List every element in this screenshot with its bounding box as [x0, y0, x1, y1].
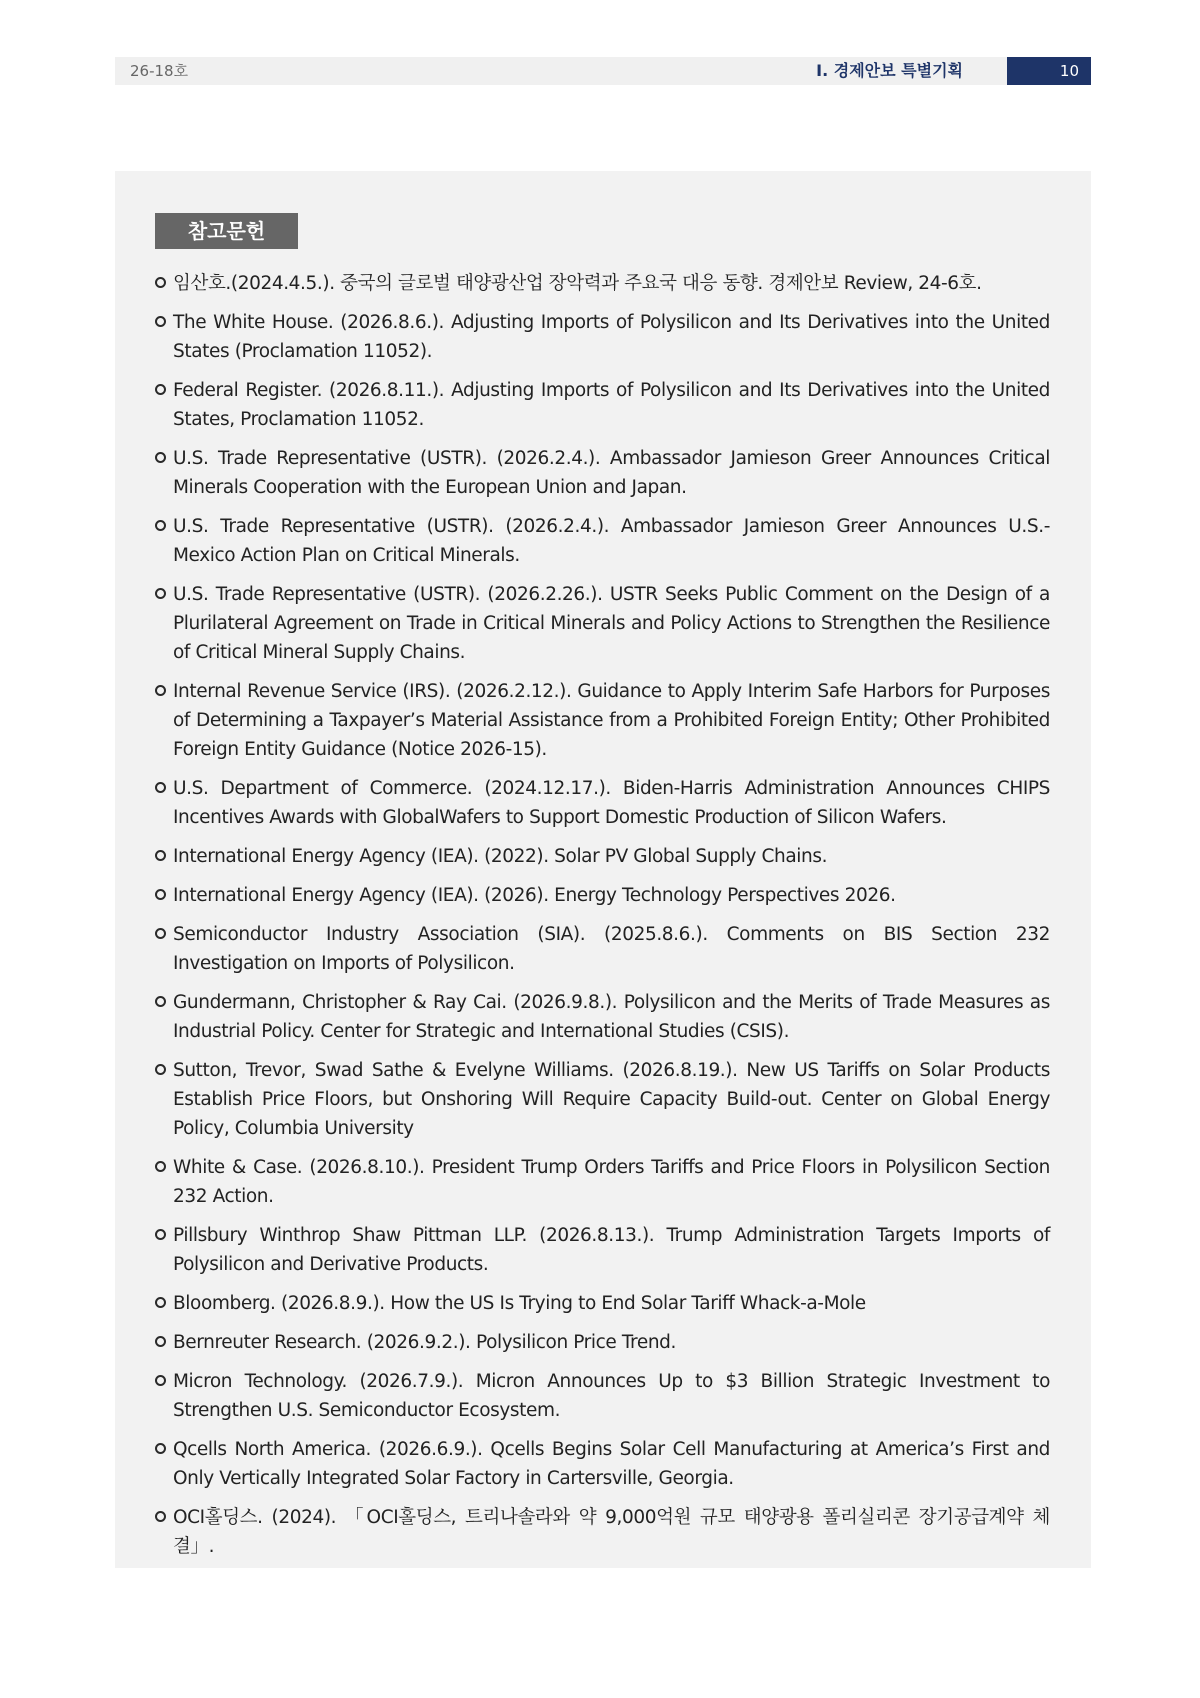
bullet-circle-icon [155, 1161, 166, 1172]
reference-text: International Energy Agency (IEA). (2026). Energy Technology Perspectives 2026. [173, 885, 896, 906]
reference-text: Qcells North America. (2026.6.9.). Qcells Begins Solar Cell Manufacturing at America’s First and Only Vertically Integrated Solar Factory in Cartersville, Georgia. [173, 1439, 1050, 1489]
reference-item [155, 269, 1050, 298]
bullet-circle-icon [155, 928, 166, 939]
reference-text: Sutton, Trevor, Swad Sathe & Evelyne Williams. (2026.8.19.). New US Tariffs on Solar Products Establish Price Floors, but Onshoring Will Require Capacity Build-out. Center on Global Energy Policy, Columbia University [173, 1060, 1050, 1139]
reference-item [155, 308, 1050, 366]
reference-text: White & Case. (2026.8.10.). President Trump Orders Tariffs and Price Floors in Polysilicon Section 232 Action. [173, 1157, 1050, 1207]
bullet-circle-icon [155, 1297, 166, 1308]
reference-item [155, 1367, 1050, 1425]
reference-item [155, 580, 1050, 667]
reference-text: OCI홀딩스. (2024). 「OCI홀딩스, 트리나솔라와 약 9,000억원 규모 태양광용 폴리실리콘 장기공급계약 체결」. [173, 1507, 1050, 1557]
reference-item [155, 1221, 1050, 1279]
page-number: 10 [1007, 57, 1091, 85]
reference-item [155, 881, 1050, 910]
bullet-circle-icon [155, 384, 166, 395]
reference-item [155, 1503, 1050, 1561]
reference-item [155, 677, 1050, 764]
bullet-circle-icon [155, 316, 166, 327]
reference-text: International Energy Agency (IEA). (2022). Solar PV Global Supply Chains. [173, 846, 828, 867]
reference-text: Bernreuter Research. (2026.9.2.). Polysilicon Price Trend. [173, 1332, 676, 1353]
bullet-circle-icon [155, 277, 166, 288]
page-header [115, 57, 1091, 85]
reference-item [155, 1056, 1050, 1143]
bullet-circle-icon [155, 1336, 166, 1347]
reference-item [155, 444, 1050, 502]
reference-text: U.S. Department of Commerce. (2024.12.17.). Biden-Harris Administration Announces CHIPS Incentives Awards with GlobalWafers to Support Domestic Production of Silicon Wafers. [173, 778, 1050, 828]
reference-text: Bloomberg. (2026.8.9.). How the US Is Trying to End Solar Tariff Whack-a-Mole [173, 1293, 866, 1314]
bullet-circle-icon [155, 1443, 166, 1454]
bullet-circle-icon [155, 996, 166, 1007]
reference-text: Semiconductor Industry Association (SIA). (2025.8.6.). Comments on BIS Section 232 Investigation on Imports of Polysilicon. [173, 924, 1050, 974]
bullet-circle-icon [155, 1375, 166, 1386]
reference-text: 임산호.(2024.4.5.). 중국의 글로벌 태양광산업 장악력과 주요국 대응 동향. 경제안보 Review, 24-6호. [173, 273, 982, 294]
reference-text: Pillsbury Winthrop Shaw Pittman LLP. (2026.8.13.). Trump Administration Targets Imports of Polysilicon and Derivative Products. [173, 1225, 1050, 1275]
bullet-circle-icon [155, 850, 166, 861]
reference-text: Federal Register. (2026.8.11.). Adjusting Imports of Polysilicon and Its Derivatives into the United States, Proclamation 11052. [173, 380, 1050, 430]
reference-item [155, 988, 1050, 1046]
reference-text: Gundermann, Christopher & Ray Cai. (2026.9.8.). Polysilicon and the Merits of Trade Measures as Industrial Policy. Center for Strategic and International Studies (CSIS). [173, 992, 1050, 1042]
reference-text: U.S. Trade Representative (USTR). (2026.2.26.). USTR Seeks Public Comment on the Design of a Plurilateral Agreement on Trade in Critical Minerals and Policy Actions to Strengthen the Resilience of Critical Mineral Supply Chains. [173, 584, 1050, 663]
reference-text: U.S. Trade Representative (USTR). (2026.2.4.). Ambassador Jamieson Greer Announces U.S.-Mexico Action Plan on Critical Minerals. [173, 516, 1050, 566]
issue-number: 26-18호 [130, 62, 189, 80]
reference-item [155, 920, 1050, 978]
reference-item [155, 1328, 1050, 1357]
reference-item [155, 376, 1050, 434]
reference-text: The White House. (2026.8.6.). Adjusting Imports of Polysilicon and Its Derivatives into the United States (Proclamation 11052). [173, 312, 1050, 362]
bullet-circle-icon [155, 782, 166, 793]
reference-item [155, 512, 1050, 570]
bullet-circle-icon [155, 685, 166, 696]
reference-text: Micron Technology. (2026.7.9.). Micron Announces Up to $3 Billion Strategic Investment to Strengthen U.S. Semiconductor Ecosystem. [173, 1371, 1050, 1421]
bullet-circle-icon [155, 1229, 166, 1240]
bullet-circle-icon [155, 1511, 166, 1522]
reference-item [155, 1435, 1050, 1493]
reference-item [155, 1289, 1050, 1318]
bullet-circle-icon [155, 520, 166, 531]
bullet-circle-icon [155, 889, 166, 900]
reference-item [155, 842, 1050, 871]
reference-item [155, 774, 1050, 832]
section-title: Ⅰ. 경제안보 특별기획 [816, 61, 963, 80]
bullet-circle-icon [155, 588, 166, 599]
reference-text: U.S. Trade Representative (USTR). (2026.2.4.). Ambassador Jamieson Greer Announces Critical Minerals Cooperation with the European Union and Japan. [173, 448, 1050, 498]
reference-item [155, 1153, 1050, 1211]
references-heading: 참고문헌 [155, 213, 298, 249]
references-list [155, 269, 1050, 1571]
bullet-circle-icon [155, 1064, 166, 1075]
reference-text: Internal Revenue Service (IRS). (2026.2.12.). Guidance to Apply Interim Safe Harbors for Purposes of Determining a Taxpayer’s Material Assistance from a Prohibited Foreign Entity; Other Prohibited Foreign Entity Guidance (Notice 2026-15). [173, 681, 1050, 760]
bullet-circle-icon [155, 452, 166, 463]
references-panel [115, 171, 1091, 1568]
